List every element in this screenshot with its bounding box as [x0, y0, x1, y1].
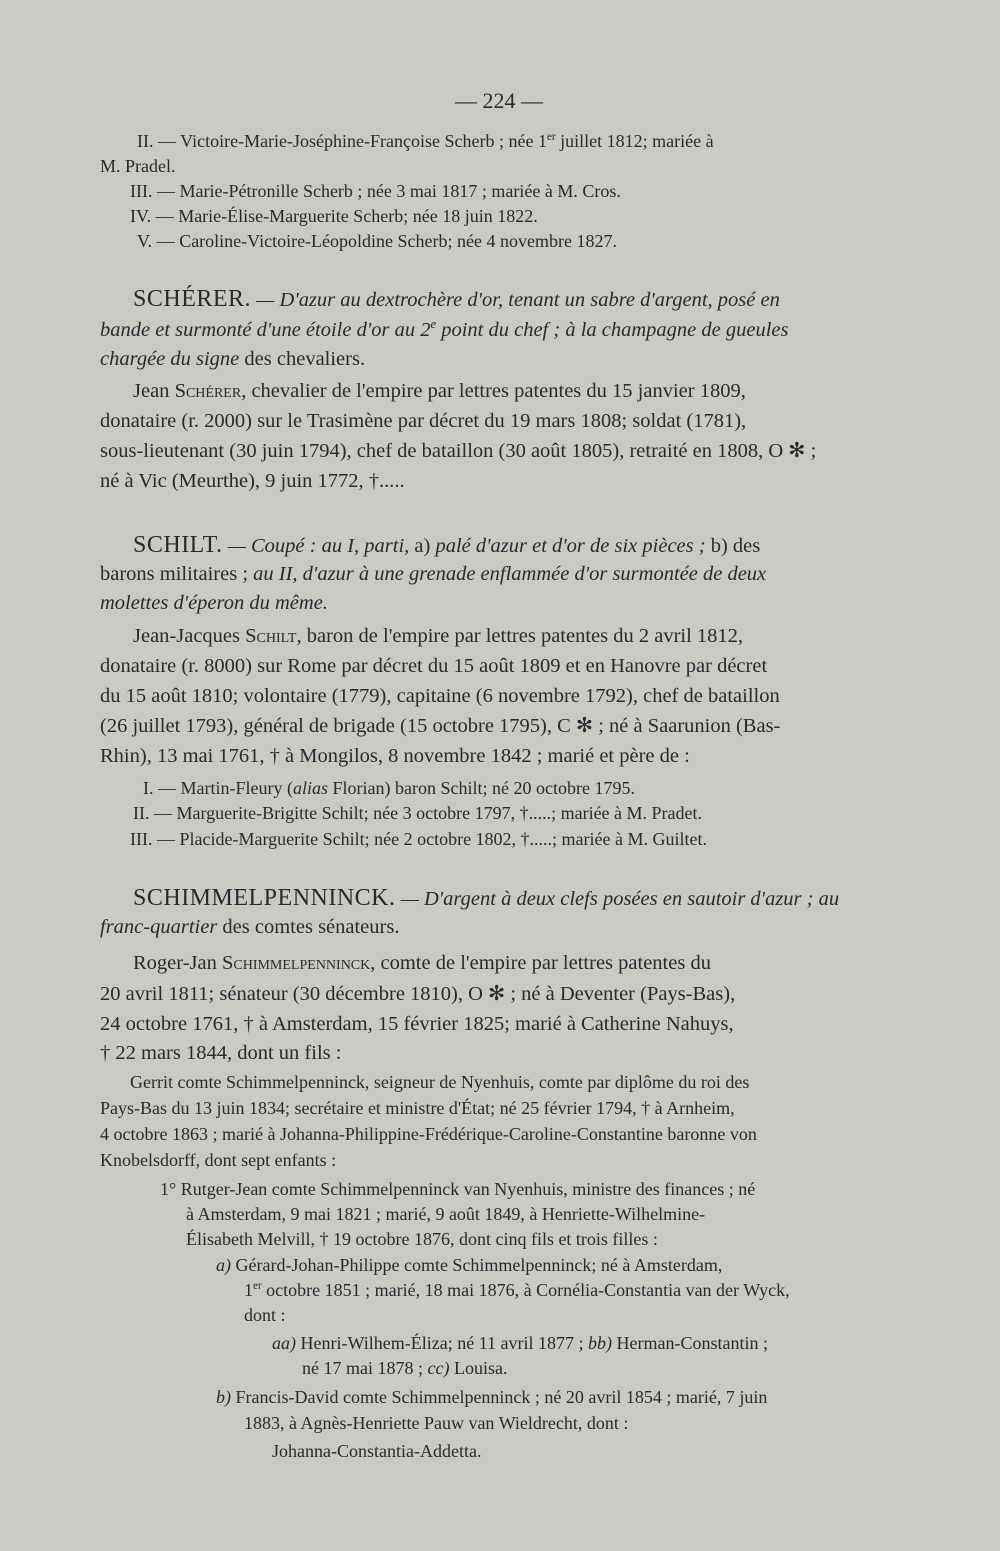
schilt-bio-line-1: [133, 626, 743, 647]
child-text: juillet 1812; mariée à: [555, 131, 714, 151]
page-number: — 224 —: [455, 88, 543, 113]
blazon-text: au II, d'azur à une grenade enflammée d'or surmontée de deux: [253, 563, 767, 585]
schilt-blazon-line-1: [133, 533, 760, 557]
alias-word: alias: [292, 778, 328, 798]
child-text: — Marie-Pétronille Scherb ; née 3 mai 1817 ; mariée à M. Cros.: [156, 181, 621, 201]
person-name: Schérer: [174, 380, 242, 402]
child-text: — Marie-Élise-Marguerite Scherb; née 18 juin 1822.: [155, 206, 538, 226]
schimmel-bio-line-2: 20 avril 1811; sénateur (30 décembre 1810), O ✻ ; né à Deventer (Pays-Bas),: [100, 983, 736, 1005]
schilt-bio-line-5: Rhin), 13 mai 1761, † à Mongilos, 8 novembre 1842 ; marié et père de :: [100, 745, 690, 767]
scherer-bio-line-1: [133, 381, 746, 402]
schimmel-bio-line-4: † 22 mars 1844, dont un fils :: [100, 1042, 342, 1064]
schilt-bio-line-2: donataire (r. 8000) sur Rome par décret du 15 août 1809 et en Hanovre par décret: [100, 655, 768, 677]
child-numeral: V.: [137, 231, 153, 251]
child-line: [143, 779, 635, 797]
scherer-bio-line-2: donataire (r. 2000) sur le Trasimène par décret du 19 mars 1808; soldat (1781),: [100, 410, 747, 432]
item1-line-1: 1° Rutger-Jean comte Schimmelpenninck van Nyenhuis, ministre des finances ; né: [160, 1179, 756, 1199]
child-line: [130, 830, 707, 848]
child-text: — Placide-Marguerite Schilt; née 2 octobre 1802, †.....; mariée à M. Guiltet.: [156, 829, 708, 849]
blazon-text: chargée du signe: [100, 348, 240, 370]
child-text: — Victoire-Marie-Joséphine-Françoise Scherb ; née 1: [158, 131, 547, 151]
superscript: er: [546, 131, 556, 143]
child-numeral: II.: [133, 803, 150, 823]
item-label: bb): [588, 1333, 613, 1353]
child-line: [130, 182, 621, 200]
item-label: aa): [272, 1333, 296, 1353]
schilt-bio-line-4: (26 juillet 1793), général de brigade (15 octobre 1795), C ✻ ; né à Saarunion (Bas-: [100, 715, 781, 737]
son-line-4: Knobelsdorff, dont sept enfants :: [100, 1150, 337, 1170]
body-text: a): [409, 535, 436, 557]
child-line: M. Pradel.: [100, 156, 176, 176]
child-numeral: II.: [137, 131, 154, 151]
child-line: [137, 132, 714, 150]
schimmel-blazon-line-2: [100, 917, 399, 938]
body-text: Gérard-Johan-Philippe comte Schimmelpenninck; né à Amsterdam,: [235, 1255, 723, 1275]
child-text: — Martin-Fleury (: [158, 778, 293, 798]
schilt-blazon-line-3: molettes d'éperon du même.: [100, 592, 328, 614]
child-numeral: III.: [130, 829, 153, 849]
item-aa-line-1: [272, 1334, 768, 1352]
schimmel-bio-line-3: 24 octobre 1761, † à Amsterdam, 15 février 1825; marié à Catherine Nahuys,: [100, 1013, 734, 1035]
child-text: — Marguerite-Brigitte Schilt; née 3 octobre 1797, †.....; mariée à M. Pradet.: [154, 803, 703, 823]
schimmel-bio-line-1: [133, 953, 711, 974]
body-text: des comtes sénateurs.: [217, 916, 400, 938]
scherer-blazon-line-2: [100, 317, 789, 341]
blazon-text: — D'argent à deux clefs posées en sautoir d'azur ; au: [400, 888, 840, 910]
child-line: [130, 207, 538, 225]
blazon-text: palé d'azur et d'or de six pièces ;: [435, 535, 706, 557]
body-text: , comte de l'empire par lettres patentes du: [370, 952, 711, 974]
child-numeral: III.: [130, 181, 153, 201]
blazon-text: — D'azur au dextrochère d'or, tenant un sabre d'argent, posé en: [256, 289, 780, 311]
item1-line-2: à Amsterdam, 9 mai 1821 ; marié, 9 août 1849, à Henriette-Wilhelmine-: [186, 1204, 706, 1224]
blazon-text: bande et surmonté d'une étoile d'or au 2: [100, 319, 431, 341]
blazon-text: point du chef ; à la champagne de gueules: [436, 319, 789, 341]
scherer-blazon-line-3: [100, 349, 365, 370]
superscript: e: [430, 317, 437, 332]
person-name: Schimmelpenninck: [221, 952, 371, 974]
item-label: cc): [427, 1358, 450, 1378]
item-b-line-2: 1883, à Agnès-Henriette Pauw van Wieldrecht, dont :: [244, 1413, 629, 1433]
child-text: — Caroline-Victoire-Léopoldine Scherb; née 4 novembre 1827.: [156, 231, 617, 251]
child-text: Florian) baron Schilt; né 20 octobre 1795.: [328, 778, 635, 798]
item-a-line-3: dont :: [244, 1305, 286, 1325]
body-text: des chevaliers.: [239, 348, 366, 370]
child-numeral: IV.: [130, 206, 152, 226]
body-text: b) des: [705, 535, 761, 557]
superscript: er: [253, 1280, 262, 1292]
child-line: [133, 804, 702, 822]
body-text: Jean: [133, 380, 175, 402]
scherer-blazon-line-1: [133, 287, 780, 311]
body-text: Herman-Constantin ;: [612, 1333, 769, 1353]
person-name: Schilt: [245, 625, 297, 647]
entry-heading: SCHÉRER.: [133, 286, 252, 312]
body-text: octobre 1851 ; marié, 18 mai 1876, à Cornélia-Constantia van der Wyck,: [261, 1280, 790, 1300]
item-a-line-2: [244, 1281, 790, 1299]
item-b-line-1: [216, 1388, 767, 1406]
scherer-bio-line-4: né à Vic (Meurthe), 9 juin 1772, †.....: [100, 470, 405, 492]
child-numeral: I.: [143, 778, 154, 798]
item-a-line-1: [216, 1256, 722, 1274]
item-label: a): [216, 1255, 231, 1275]
body-text: 1: [244, 1280, 253, 1300]
son-line-2: Pays-Bas du 13 juin 1834; secrétaire et ministre d'État; né 25 février 1794, † à Arnheim,: [100, 1098, 735, 1118]
child-line: [137, 232, 617, 250]
body-text: Jean-Jacques: [133, 625, 246, 647]
body-text: Henri-Wilhem-Éliza; né 11 avril 1877 ;: [296, 1333, 589, 1353]
item-b-line-3: Johanna-Constantia-Addetta.: [272, 1441, 482, 1461]
body-text: Roger-Jan: [133, 952, 222, 974]
blazon-text: — Coupé : au I, parti,: [227, 535, 410, 557]
scherer-bio-line-3: sous-lieutenant (30 juin 1794), chef de bataillon (30 août 1805), retraité en 1808, O ✻ ;: [100, 440, 817, 462]
body-text: , chevalier de l'empire par lettres patentes du 15 janvier 1809,: [241, 380, 746, 402]
schimmel-blazon-line-1: [133, 886, 839, 910]
body-text: Louisa.: [449, 1358, 508, 1378]
item1-line-3: Élisabeth Melvill, † 19 octobre 1876, dont cinq fils et trois filles :: [186, 1229, 658, 1249]
item-aa-line-2: [302, 1359, 507, 1377]
body-text: barons militaires ;: [100, 563, 254, 585]
body-text: Francis-David comte Schimmelpenninck ; né 20 avril 1854 ; marié, 7 juin: [235, 1387, 768, 1407]
body-text: , baron de l'empire par lettres patentes du 2 avril 1812,: [296, 625, 744, 647]
body-text: né 17 mai 1878 ;: [302, 1358, 428, 1378]
son-line-1: Gerrit comte Schimmelpenninck, seigneur de Nyenhuis, comte par diplôme du roi des: [130, 1072, 750, 1092]
item-label: b): [216, 1387, 231, 1407]
entry-heading: SCHILT.: [133, 532, 223, 558]
blazon-text: franc-quartier: [100, 916, 218, 938]
schilt-blazon-line-2: [100, 564, 766, 585]
entry-heading: SCHIMMELPENNINCK.: [133, 885, 396, 911]
son-line-3: 4 octobre 1863 ; marié à Johanna-Philippine-Frédérique-Caroline-Constantine baronne von: [100, 1124, 757, 1144]
schilt-bio-line-3: du 15 août 1810; volontaire (1779), capitaine (6 novembre 1792), chef de bataillon: [100, 685, 780, 707]
